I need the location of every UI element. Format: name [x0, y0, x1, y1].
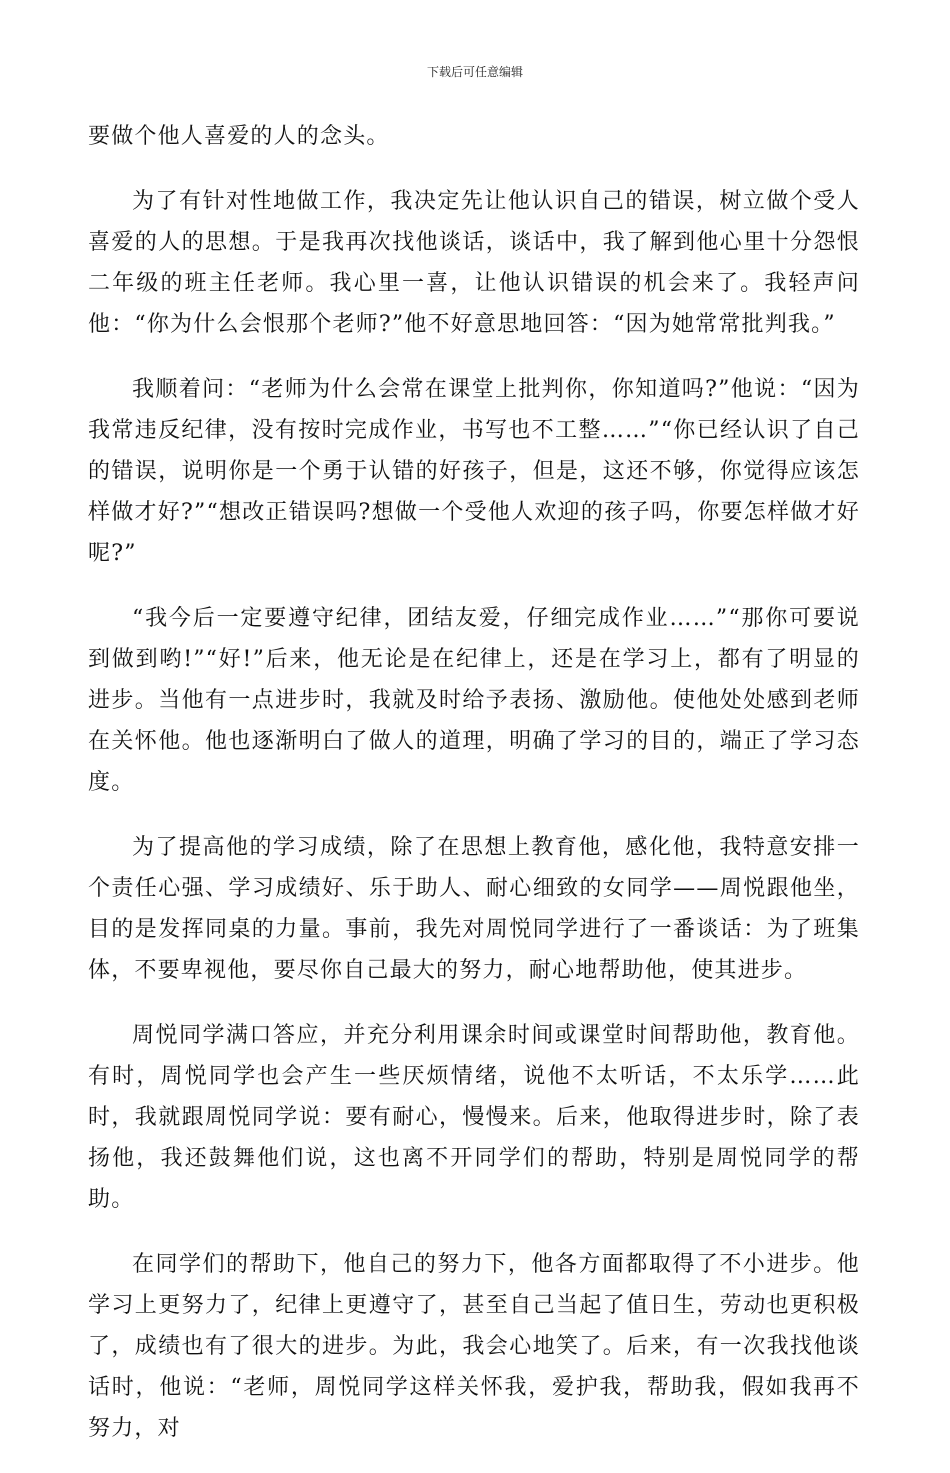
- paragraph-2: 为了有针对性地做工作，我决定先让他认识自己的错误，树立做个受人喜爱的人的思想。于是我再次找他谈话，谈话中，我了解到他心里十分怨恨二年级的班主任老师。我心里一喜，让他认识错误的机会来了。我轻声问他：“你为什么会恨那个老师?”他不好意思地回答：“因为她常常批判我。”: [88, 189, 860, 337]
- paragraph-4: “我今后一定要遵守纪律，团结友爱，仔细完成作业……”“那你可要说到做到哟!”“好!”后来，他无论是在纪律上，还是在学习上，都有了明显的进步。当他有一点进步时，我就及时给予表扬、激励他。使他处处感到老师在关怀他。他也逐渐明白了做人的道理，明确了学习的目的，端正了学习态度。: [88, 606, 860, 795]
- paragraph-3: 我顺着问：“老师为什么会常在课堂上批判你，你知道吗?”他说：“因为我常违反纪律，没有按时完成作业，书写也不工整……”“你已经认识了自己的错误，说明你是一个勇于认错的好孩子，但是，这还不够，你觉得应该怎样做才好?”“想改正错误吗?想做一个受他人欢迎的孩子吗，你要怎样做才好呢?”: [88, 377, 860, 566]
- paragraph-5: 为了提高他的学习成绩，除了在思想上教育他，感化他，我特意安排一个责任心强、学习成绩好、乐于助人、耐心细致的女同学——周悦跟他坐，目的是发挥同桌的力量。事前，我先对周悦同学进行了一番谈话：为了班集体，不要卑视他，要尽你自己最大的努力，耐心地帮助他，使其进步。: [88, 835, 860, 983]
- paragraph-7: 在同学们的帮助下，他自己的努力下，他各方面都取得了不小进步。他学习上更努力了，纪律上更遵守了，甚至自己当起了值日生，劳动也更积极了，成绩也有了很大的进步。为此，我会心地笑了。后来，有一次我找他谈话时，他说：“老师，周悦同学这样关怀我，爱护我，帮助我，假如我再不努力，对: [88, 1252, 860, 1441]
- page-header: 下载后可任意编辑: [426, 65, 523, 79]
- paragraph-6: 周悦同学满口答应，并充分利用课余时间或课堂时间帮助他，教育他。有时，周悦同学也会产生一些厌烦情绪，说他不太听话，不太乐学……此时，我就跟周悦同学说：要有耐心，慢慢来。后来，他取得进步时，除了表扬他，我还鼓舞他们说，这也离不开同学们的帮助，特别是周悦同学的帮助。: [88, 1023, 860, 1212]
- paragraph-1: 要做个他人喜爱的人的念头。: [88, 124, 390, 149]
- document-body: [88, 116, 860, 1473]
